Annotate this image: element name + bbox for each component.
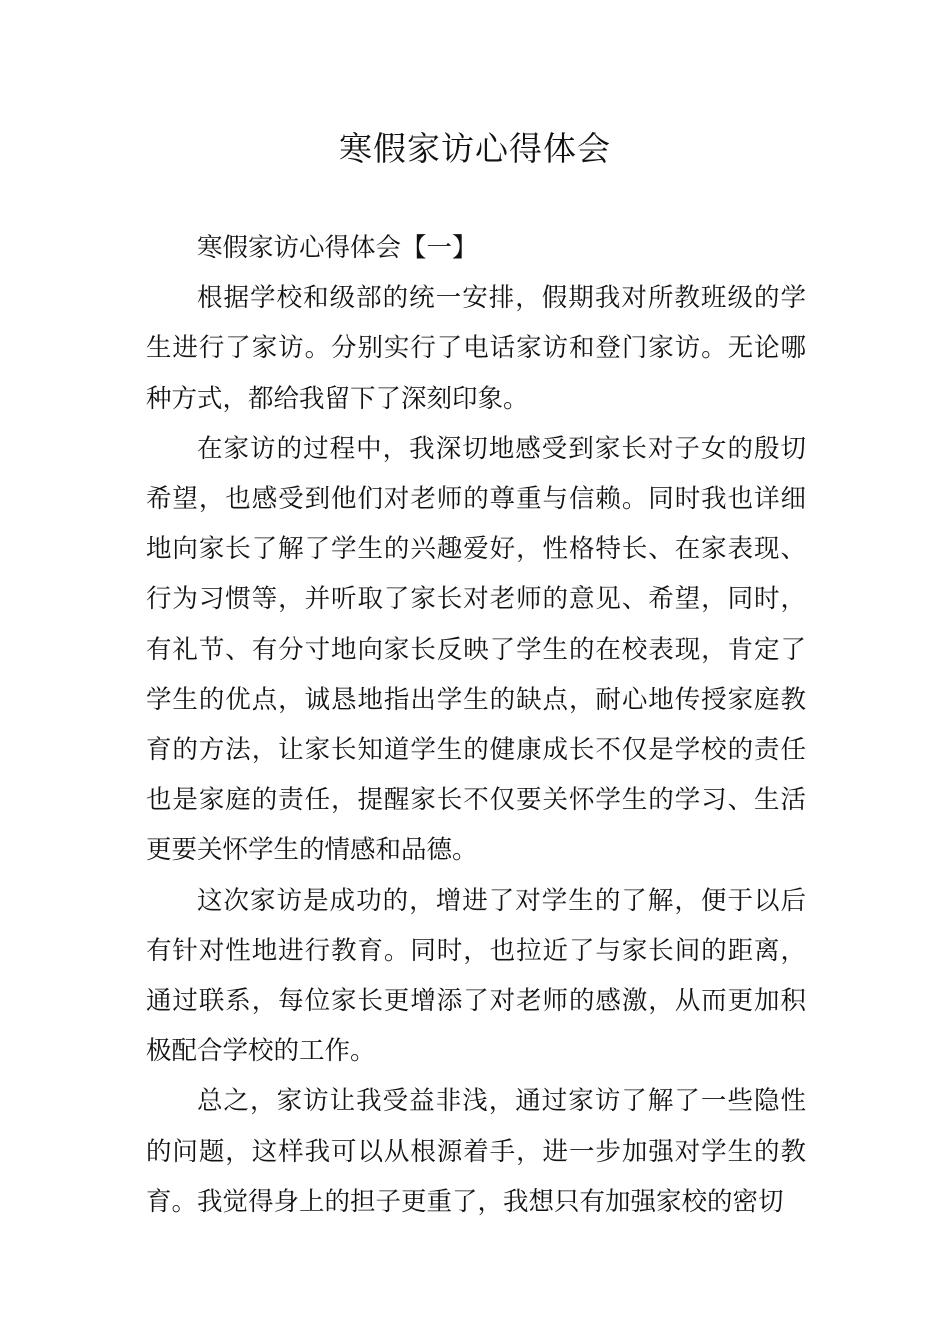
paragraph-1: 根据学校和级部的统一安排，假期我对所教班级的学生进行了家访。分别实行了电话家访和登门家访。无论哪种方式，都给我留下了深刻印象。 [146, 283, 806, 414]
paragraph-3: 这次家访是成功的，增进了对学生的了解，便于以后有针对性地进行教育。同时，也拉近了与家长间的距离，通过联系，每位家长更增添了对老师的感激，从而更加积极配合学校的工作。 [146, 885, 806, 1067]
paragraph-2: 在家访的过程中，我深切地感受到家长对子女的殷切希望，也感受到他们对老师的尊重与信赖。同时我也详细地向家长了解了学生的兴趣爱好，性格特长、在家表现、行为习惯等，并听取了家长对老师的意见、希望，同时，有礼节、有分寸地向家长反映了学生的在校表现，肯定了学生的优点，诚恳地指出学生的缺点，耐心地传授家庭教育的方法，让家长知道学生的健康成长不仅是学校的责任也是家庭的责任，提醒家长不仅要关怀学生的学习、生活更要关怀学生的情感和品德。 [146, 433, 806, 866]
document-body [146, 223, 806, 1227]
section-heading: 寒假家访心得体会【一】 [197, 233, 478, 263]
paragraph-4: 总之，家访让我受益非浅，通过家访了解了一些隐性的问题，这样我可以从根源着手，进一步加强对学生的教育。我觉得身上的担子更重了，我想只有加强家校的密切 [146, 1086, 806, 1217]
document-title: 寒假家访心得体会 [339, 129, 611, 168]
